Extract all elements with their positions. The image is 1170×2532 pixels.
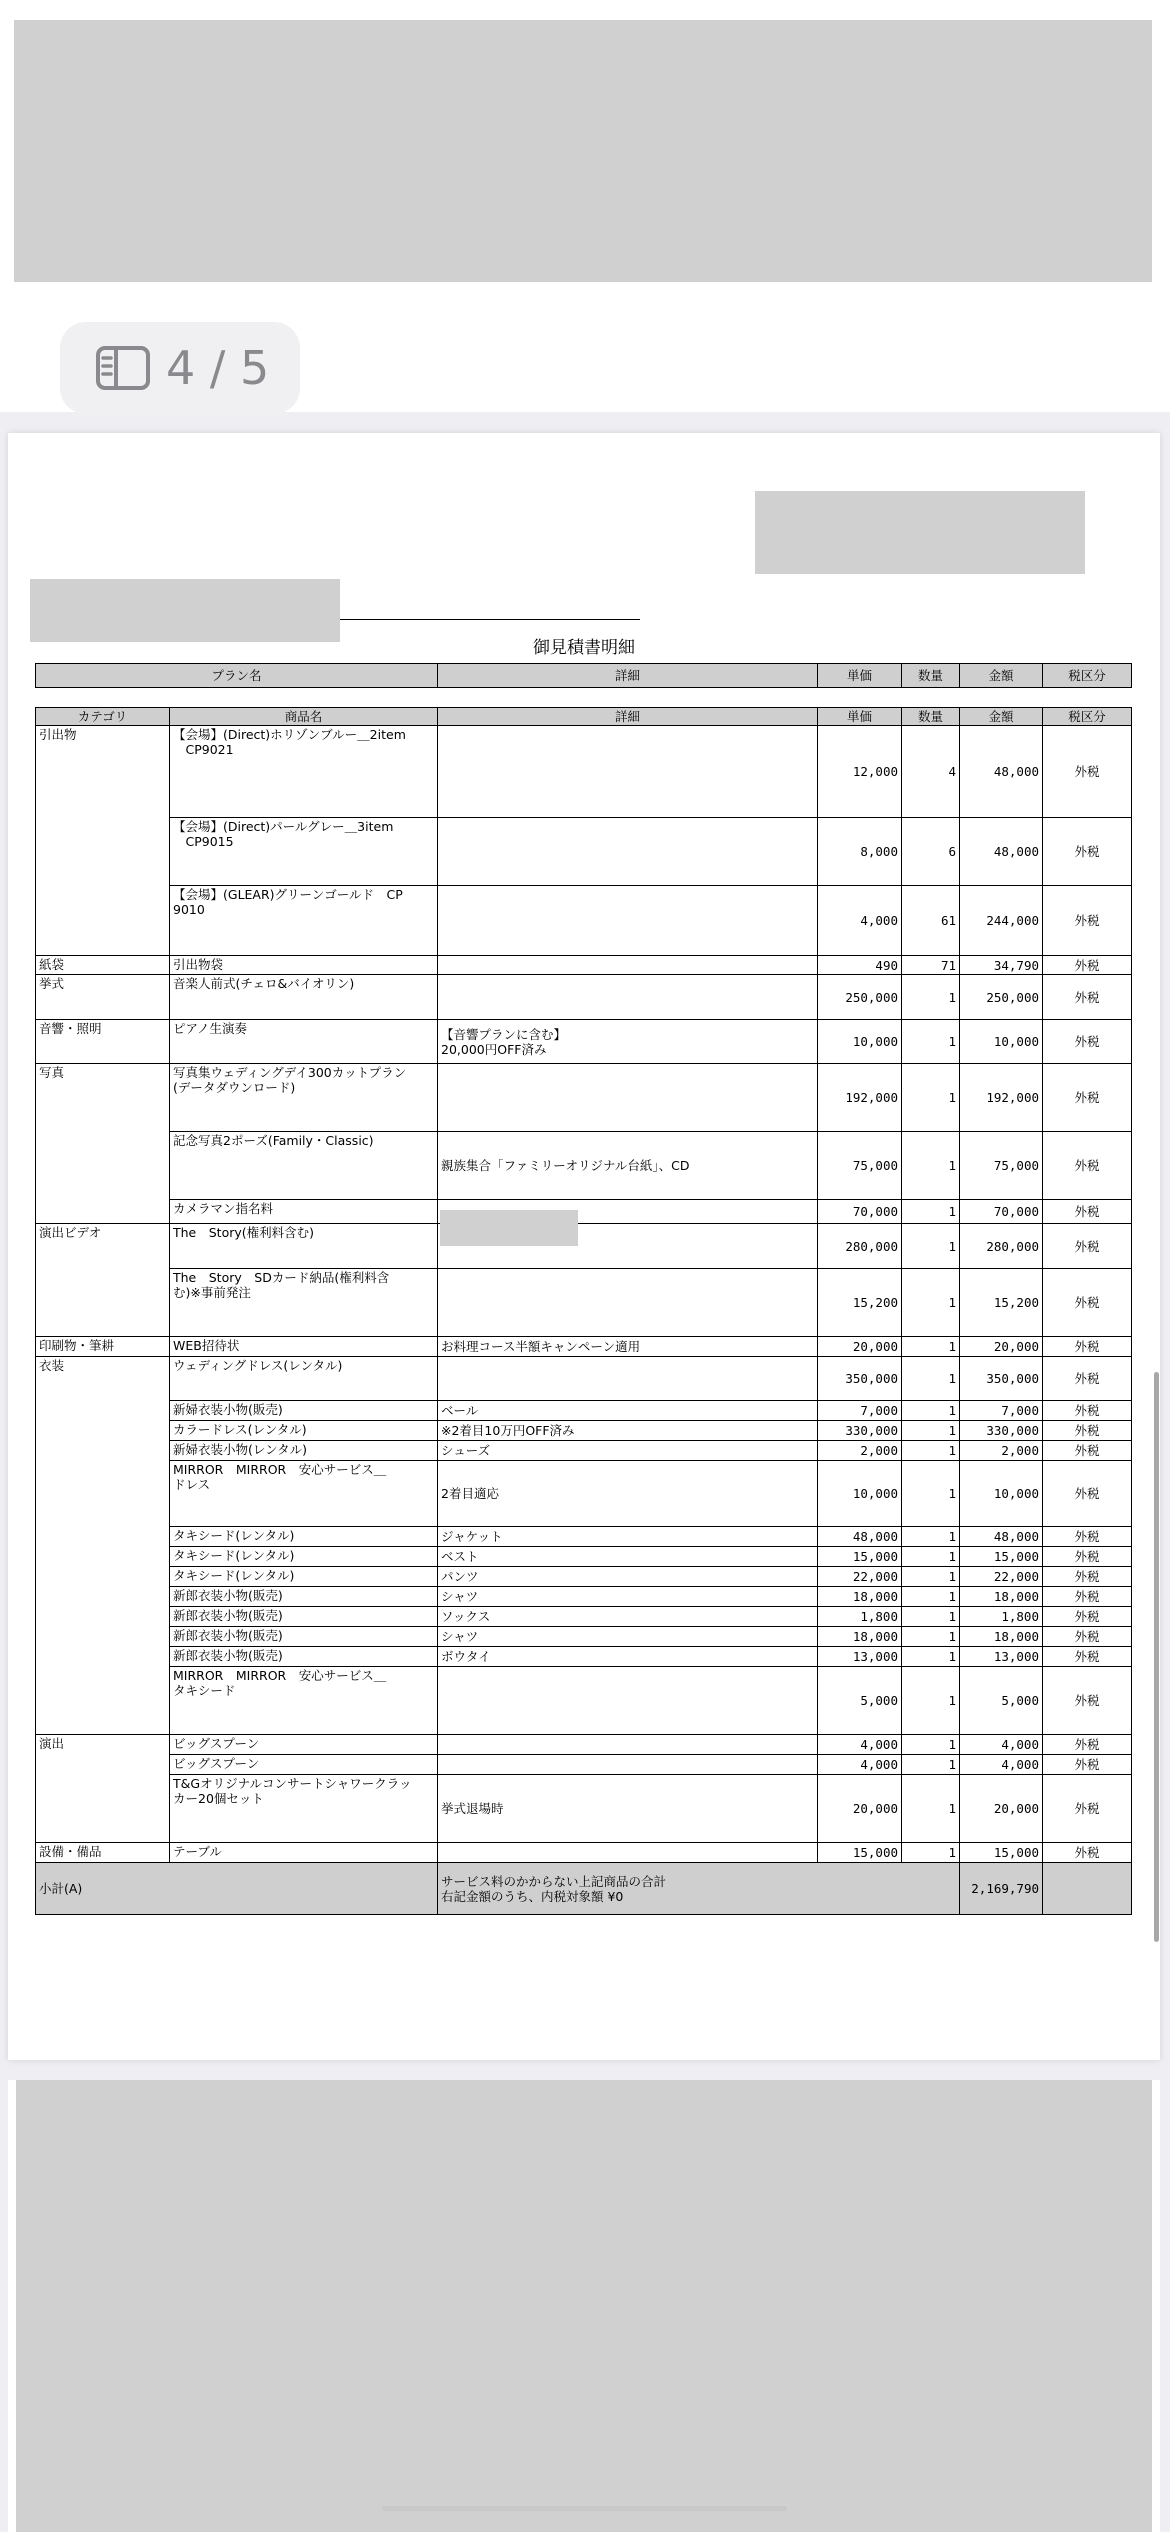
row-tax: 外税 <box>1043 1547 1132 1567</box>
row-qty: 1 <box>902 1224 960 1269</box>
col-tax: 税区分 <box>1043 664 1132 688</box>
row-amount: 5,000 <box>960 1667 1043 1735</box>
row-product: 新郎衣装小物(販売) <box>170 1647 438 1667</box>
row-qty: 1 <box>902 1647 960 1667</box>
redacted-area <box>14 20 1152 282</box>
row-category: 音響・照明 <box>36 1020 170 1064</box>
table-row <box>36 1587 1132 1607</box>
row-qty: 1 <box>902 975 960 1020</box>
row-amount: 10,000 <box>960 1020 1043 1064</box>
row-unit-price: 4,000 <box>818 1755 902 1775</box>
row-unit-price: 70,000 <box>818 1200 902 1224</box>
row-qty: 71 <box>902 956 960 975</box>
col-category: カテゴリ <box>36 708 170 726</box>
row-product: ビッグスプーン <box>170 1735 438 1755</box>
row-category <box>36 1667 170 1735</box>
subtotal-row <box>36 1863 1132 1915</box>
row-qty: 1 <box>902 1547 960 1567</box>
row-amount: 15,000 <box>960 1843 1043 1863</box>
row-product: 音楽人前式(チェロ&バイオリン) <box>170 975 438 1020</box>
row-amount: 20,000 <box>960 1775 1043 1843</box>
row-unit-price: 75,000 <box>818 1132 902 1200</box>
row-qty: 1 <box>902 1627 960 1647</box>
row-category <box>36 1461 170 1527</box>
document-title: 御見積書明細 <box>533 638 635 658</box>
col-detail: 詳細 <box>438 664 818 688</box>
table-row <box>36 1357 1132 1401</box>
row-product: テーブル <box>170 1843 438 1863</box>
page-indicator[interactable] <box>60 322 300 414</box>
row-category <box>36 1567 170 1587</box>
row-unit-price: 13,000 <box>818 1647 902 1667</box>
row-category: 印刷物・筆耕 <box>36 1337 170 1357</box>
row-product: MIRROR MIRROR 安心サービス＿ ドレス <box>170 1461 438 1527</box>
table-row <box>36 1567 1132 1587</box>
row-category <box>36 1200 170 1224</box>
table-row <box>36 1064 1132 1132</box>
table-row <box>36 1401 1132 1421</box>
row-product: 記念写真2ポーズ(Family・Classic) <box>170 1132 438 1200</box>
table-row <box>36 1441 1132 1461</box>
row-product: T&Gオリジナルコンサートシャワークラッ カー20個セット <box>170 1775 438 1843</box>
table-row <box>36 1224 1132 1269</box>
row-product: The Story(権利料含む) <box>170 1224 438 1269</box>
row-detail: お料理コース半額キャンペーン適用 <box>438 1337 818 1357</box>
row-tax: 外税 <box>1043 1461 1132 1527</box>
table-row <box>36 1020 1132 1064</box>
row-amount: 15,200 <box>960 1269 1043 1337</box>
row-detail <box>438 1735 818 1755</box>
row-amount: 280,000 <box>960 1224 1043 1269</box>
row-detail: ベール <box>438 1401 818 1421</box>
row-product: タキシード(レンタル) <box>170 1547 438 1567</box>
row-unit-price: 192,000 <box>818 1064 902 1132</box>
row-product: 【会場】(Direct)ホリゾンブルー＿2item CP9021 <box>170 726 438 818</box>
scrollbar[interactable] <box>1154 1372 1159 1942</box>
row-amount: 48,000 <box>960 726 1043 818</box>
table-row <box>36 1775 1132 1843</box>
table-row <box>36 818 1132 886</box>
row-product: 写真集ウェディングデイ300カットプラン (データダウンロード) <box>170 1064 438 1132</box>
table-row <box>36 1843 1132 1863</box>
row-unit-price: 4,000 <box>818 1735 902 1755</box>
row-amount: 48,000 <box>960 1527 1043 1547</box>
table-row <box>36 975 1132 1020</box>
table-row <box>36 1627 1132 1647</box>
table-row <box>36 956 1132 975</box>
row-detail: シャツ <box>438 1627 818 1647</box>
row-amount: 15,000 <box>960 1547 1043 1567</box>
row-detail <box>438 1843 818 1863</box>
row-category: 設備・備品 <box>36 1843 170 1863</box>
row-amount: 4,000 <box>960 1735 1043 1755</box>
row-tax: 外税 <box>1043 1735 1132 1755</box>
redacted-area <box>440 1210 578 1246</box>
row-amount: 18,000 <box>960 1587 1043 1607</box>
row-detail: ボウタイ <box>438 1647 818 1667</box>
row-detail: ※2着目10万円OFF済み <box>438 1421 818 1441</box>
row-amount: 330,000 <box>960 1421 1043 1441</box>
row-detail <box>438 1064 818 1132</box>
next-page <box>8 2080 1160 2532</box>
table-row <box>36 1735 1132 1755</box>
row-qty: 1 <box>902 1527 960 1547</box>
row-unit-price: 18,000 <box>818 1587 902 1607</box>
row-amount: 192,000 <box>960 1064 1043 1132</box>
row-unit-price: 2,000 <box>818 1441 902 1461</box>
row-tax: 外税 <box>1043 1647 1132 1667</box>
subtotal-amount: 2,169,790 <box>960 1863 1043 1915</box>
row-tax: 外税 <box>1043 1755 1132 1775</box>
row-category <box>36 1587 170 1607</box>
row-tax: 外税 <box>1043 1607 1132 1627</box>
row-tax: 外税 <box>1043 975 1132 1020</box>
row-category <box>36 1547 170 1567</box>
row-unit-price: 8,000 <box>818 818 902 886</box>
row-qty: 1 <box>902 1667 960 1735</box>
row-unit-price: 12,000 <box>818 726 902 818</box>
row-amount: 34,790 <box>960 956 1043 975</box>
col-amount: 金額 <box>960 664 1043 688</box>
row-tax: 外税 <box>1043 1224 1132 1269</box>
row-tax: 外税 <box>1043 1627 1132 1647</box>
row-category <box>36 1441 170 1461</box>
row-unit-price: 22,000 <box>818 1567 902 1587</box>
row-product: タキシード(レンタル) <box>170 1527 438 1547</box>
row-detail <box>438 726 818 818</box>
row-unit-price: 330,000 <box>818 1421 902 1441</box>
col-plan-name: プラン名 <box>36 664 438 688</box>
row-amount: 250,000 <box>960 975 1043 1020</box>
redacted-area <box>755 491 1085 574</box>
row-category <box>36 1775 170 1843</box>
row-detail: 【音響プランに含む】 20,000円OFF済み <box>438 1020 818 1064</box>
row-tax: 外税 <box>1043 1587 1132 1607</box>
row-amount: 18,000 <box>960 1627 1043 1647</box>
row-category: 紙袋 <box>36 956 170 975</box>
row-category <box>36 886 170 956</box>
row-qty: 1 <box>902 1587 960 1607</box>
row-product: ピアノ生演奏 <box>170 1020 438 1064</box>
row-detail: 親族集合「ファミリーオリジナル台紙」、CD <box>438 1132 818 1200</box>
row-unit-price: 4,000 <box>818 886 902 956</box>
table-row <box>36 1337 1132 1357</box>
row-category <box>36 1269 170 1337</box>
row-qty: 1 <box>902 1132 960 1200</box>
row-product: WEB招待状 <box>170 1337 438 1357</box>
table-row <box>36 1667 1132 1735</box>
row-tax: 外税 <box>1043 886 1132 956</box>
col-unit-price: 単価 <box>818 708 902 726</box>
row-amount: 1,800 <box>960 1607 1043 1627</box>
row-detail: ベスト <box>438 1547 818 1567</box>
row-unit-price: 350,000 <box>818 1357 902 1401</box>
row-amount: 13,000 <box>960 1647 1043 1667</box>
row-product: MIRROR MIRROR 安心サービス＿ タキシード <box>170 1667 438 1735</box>
table-row <box>36 1755 1132 1775</box>
col-product: 商品名 <box>170 708 438 726</box>
row-tax: 外税 <box>1043 1667 1132 1735</box>
redacted-area <box>16 2080 1152 2532</box>
row-unit-price: 10,000 <box>818 1461 902 1527</box>
items-table-header <box>36 708 1132 726</box>
row-unit-price: 15,000 <box>818 1547 902 1567</box>
row-tax: 外税 <box>1043 1020 1132 1064</box>
row-tax: 外税 <box>1043 1441 1132 1461</box>
row-category <box>36 1401 170 1421</box>
col-unit-price: 単価 <box>818 664 902 688</box>
home-indicator[interactable] <box>382 2506 787 2511</box>
row-tax: 外税 <box>1043 1775 1132 1843</box>
items-table <box>35 707 1132 1915</box>
row-tax: 外税 <box>1043 1567 1132 1587</box>
row-qty: 1 <box>902 1843 960 1863</box>
row-amount: 4,000 <box>960 1755 1043 1775</box>
row-unit-price: 10,000 <box>818 1020 902 1064</box>
row-detail <box>438 1667 818 1735</box>
row-product: 【会場】(GLEAR)グリーンゴールド CP 9010 <box>170 886 438 956</box>
row-tax: 外税 <box>1043 1064 1132 1132</box>
row-amount: 22,000 <box>960 1567 1043 1587</box>
row-tax: 外税 <box>1043 1337 1132 1357</box>
row-qty: 1 <box>902 1020 960 1064</box>
row-product: タキシード(レンタル) <box>170 1567 438 1587</box>
row-amount: 350,000 <box>960 1357 1043 1401</box>
row-qty: 6 <box>902 818 960 886</box>
row-product: ウェディングドレス(レンタル) <box>170 1357 438 1401</box>
row-detail <box>438 1357 818 1401</box>
table-row <box>36 726 1132 818</box>
row-tax: 外税 <box>1043 726 1132 818</box>
row-category <box>36 1527 170 1547</box>
table-row <box>36 1200 1132 1224</box>
row-qty: 4 <box>902 726 960 818</box>
row-amount: 75,000 <box>960 1132 1043 1200</box>
row-unit-price: 48,000 <box>818 1527 902 1547</box>
row-detail: ソックス <box>438 1607 818 1627</box>
row-category: 写真 <box>36 1064 170 1132</box>
row-category <box>36 1607 170 1627</box>
row-detail: パンツ <box>438 1567 818 1587</box>
row-qty: 1 <box>902 1401 960 1421</box>
row-product: カラードレス(レンタル) <box>170 1421 438 1441</box>
row-unit-price: 250,000 <box>818 975 902 1020</box>
row-detail: ジャケット <box>438 1527 818 1547</box>
row-detail: シューズ <box>438 1441 818 1461</box>
row-qty: 1 <box>902 1064 960 1132</box>
table-row <box>36 1647 1132 1667</box>
row-qty: 1 <box>902 1200 960 1224</box>
subtotal-note: サービス料のかからない上記商品の合計 右記金額のうち、内税対象額 ¥0 <box>438 1863 960 1915</box>
row-category <box>36 818 170 886</box>
row-unit-price: 280,000 <box>818 1224 902 1269</box>
row-detail <box>438 1755 818 1775</box>
row-tax: 外税 <box>1043 1200 1132 1224</box>
row-tax: 外税 <box>1043 956 1132 975</box>
row-detail <box>438 975 818 1020</box>
plan-table-header <box>36 664 1132 688</box>
row-qty: 1 <box>902 1775 960 1843</box>
row-category <box>36 1647 170 1667</box>
table-row <box>36 886 1132 956</box>
row-tax: 外税 <box>1043 1401 1132 1421</box>
name-underline <box>340 619 640 620</box>
row-unit-price: 20,000 <box>818 1337 902 1357</box>
table-row <box>36 1527 1132 1547</box>
row-product: 新郎衣装小物(販売) <box>170 1607 438 1627</box>
row-qty: 1 <box>902 1461 960 1527</box>
row-detail <box>438 1269 818 1337</box>
row-product: The Story SDカード納品(権利料含 む)※事前発注 <box>170 1269 438 1337</box>
col-amount: 金額 <box>960 708 1043 726</box>
row-amount: 48,000 <box>960 818 1043 886</box>
table-row <box>36 1421 1132 1441</box>
row-product: ビッグスプーン <box>170 1755 438 1775</box>
row-qty: 61 <box>902 886 960 956</box>
row-product: 新郎衣装小物(販売) <box>170 1627 438 1647</box>
row-tax: 外税 <box>1043 1269 1132 1337</box>
row-amount: 70,000 <box>960 1200 1043 1224</box>
row-category: 演出 <box>36 1735 170 1755</box>
row-amount: 244,000 <box>960 886 1043 956</box>
row-tax: 外税 <box>1043 818 1132 886</box>
row-amount: 7,000 <box>960 1401 1043 1421</box>
row-product: 【会場】(Direct)パールグレー＿3item CP9015 <box>170 818 438 886</box>
col-qty: 数量 <box>902 664 960 688</box>
plan-table <box>35 663 1132 688</box>
col-tax: 税区分 <box>1043 708 1132 726</box>
row-tax: 外税 <box>1043 1843 1132 1863</box>
row-category <box>36 1627 170 1647</box>
row-category: 衣装 <box>36 1357 170 1401</box>
subtotal-label: 小計(A) <box>36 1863 438 1915</box>
row-unit-price: 15,200 <box>818 1269 902 1337</box>
row-qty: 1 <box>902 1269 960 1337</box>
row-product: 新婦衣装小物(レンタル) <box>170 1441 438 1461</box>
row-tax: 外税 <box>1043 1421 1132 1441</box>
row-detail <box>438 886 818 956</box>
row-category: 挙式 <box>36 975 170 1020</box>
row-unit-price: 5,000 <box>818 1667 902 1735</box>
row-unit-price: 7,000 <box>818 1401 902 1421</box>
row-amount: 2,000 <box>960 1441 1043 1461</box>
row-detail: 挙式退場時 <box>438 1775 818 1843</box>
sidebar-icon <box>96 346 150 390</box>
row-detail <box>438 818 818 886</box>
row-qty: 1 <box>902 1337 960 1357</box>
row-tax: 外税 <box>1043 1527 1132 1547</box>
row-unit-price: 15,000 <box>818 1843 902 1863</box>
row-product: カメラマン指名料 <box>170 1200 438 1224</box>
table-row <box>36 1269 1132 1337</box>
row-category: 引出物 <box>36 726 170 818</box>
row-detail <box>438 956 818 975</box>
row-qty: 1 <box>902 1735 960 1755</box>
subtotal-tax <box>1043 1863 1132 1915</box>
row-amount: 10,000 <box>960 1461 1043 1527</box>
row-tax: 外税 <box>1043 1357 1132 1401</box>
row-product: 新婦衣装小物(販売) <box>170 1401 438 1421</box>
row-qty: 1 <box>902 1441 960 1461</box>
row-qty: 1 <box>902 1357 960 1401</box>
row-product: 新郎衣装小物(販売) <box>170 1587 438 1607</box>
table-row <box>36 1461 1132 1527</box>
row-unit-price: 490 <box>818 956 902 975</box>
row-product: 引出物袋 <box>170 956 438 975</box>
row-qty: 1 <box>902 1607 960 1627</box>
document-page <box>8 433 1160 2060</box>
row-unit-price: 1,800 <box>818 1607 902 1627</box>
row-detail: 2着目適応 <box>438 1461 818 1527</box>
table-row <box>36 1547 1132 1567</box>
row-amount: 20,000 <box>960 1337 1043 1357</box>
table-row <box>36 1132 1132 1200</box>
table-row <box>36 1607 1132 1627</box>
page-indicator-text: 4 / 5 <box>166 341 270 395</box>
row-unit-price: 20,000 <box>818 1775 902 1843</box>
col-detail: 詳細 <box>438 708 818 726</box>
row-qty: 1 <box>902 1755 960 1775</box>
row-category <box>36 1421 170 1441</box>
row-category: 演出ビデオ <box>36 1224 170 1269</box>
col-qty: 数量 <box>902 708 960 726</box>
row-category <box>36 1132 170 1200</box>
row-tax: 外税 <box>1043 1132 1132 1200</box>
row-qty: 1 <box>902 1567 960 1587</box>
row-category <box>36 1755 170 1775</box>
row-qty: 1 <box>902 1421 960 1441</box>
row-unit-price: 18,000 <box>818 1627 902 1647</box>
row-detail: シャツ <box>438 1587 818 1607</box>
